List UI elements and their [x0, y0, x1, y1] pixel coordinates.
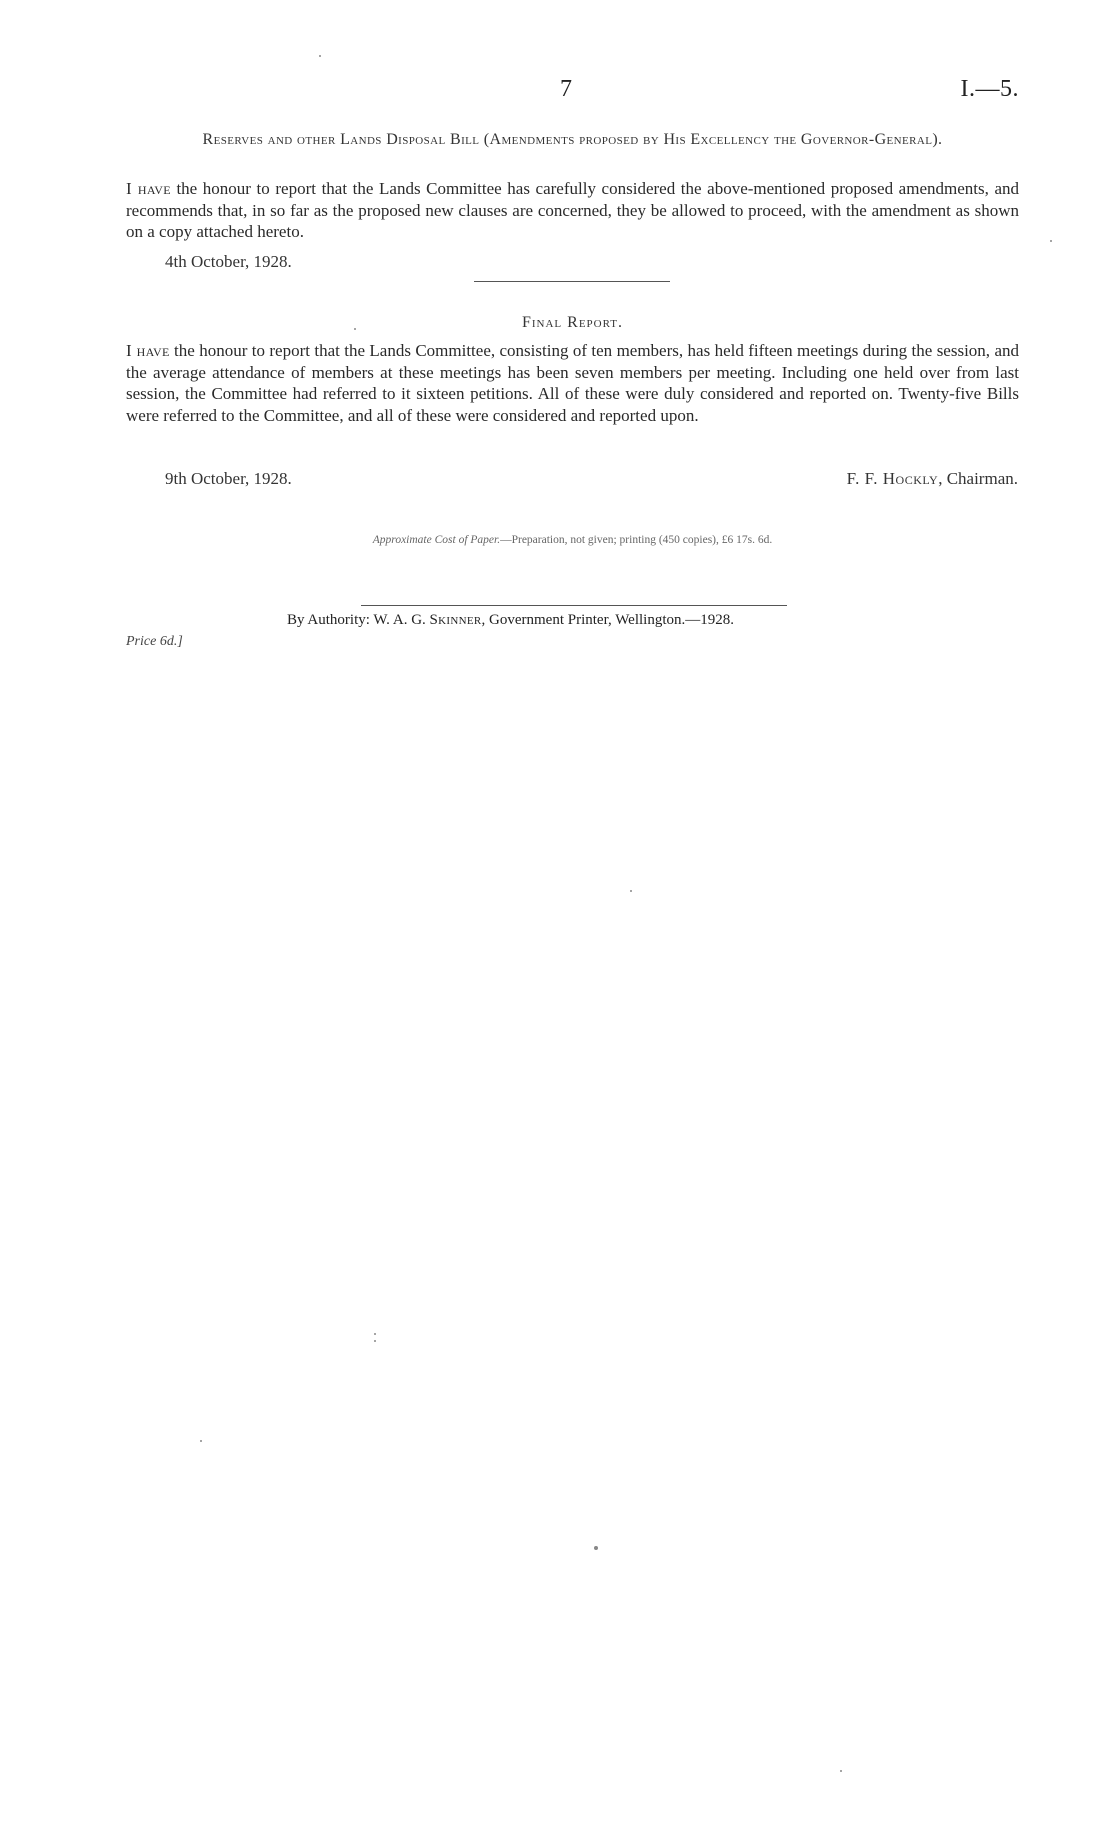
- page-number: 7: [560, 76, 572, 102]
- imprint-prefix: By Authority: W. A. G.: [287, 612, 430, 628]
- bill-report-date: 4th October, 1928.: [165, 252, 292, 271]
- imprint-name: Skinner: [429, 612, 482, 628]
- scan-speck: [374, 1333, 376, 1335]
- scan-speck: [200, 1440, 202, 1442]
- imprint-divider: [361, 605, 787, 606]
- scan-speck: [374, 1340, 376, 1342]
- signature-block: [847, 469, 1018, 489]
- cost-text: —Preparation, not given; printing (450 copies), £6 17s. 6d.: [500, 534, 773, 546]
- document-reference: I.—5.: [960, 76, 1019, 102]
- printer-imprint: [287, 612, 734, 629]
- scan-speck: [354, 328, 356, 330]
- signatory-role: , Chairman.: [938, 469, 1018, 488]
- signatory-name: F. F. Hockly: [846, 469, 939, 488]
- paragraph-body: the honour to report that the Lands Committee, consisting of ten members, has held fifteen meetings during the session, and the average attendance of members at these meetings has been seven members per meeting. Including one held over from last session, the Committee had referred to it sixteen petitions. All of these were duly considered and reported on. Twenty-five Bills were referred to the Committee, and all of these were considered and reported upon.: [126, 341, 1019, 425]
- price-note: Price 6d.]: [126, 634, 183, 649]
- final-report-paragraph: [126, 340, 1019, 426]
- scan-speck: [840, 1770, 842, 1772]
- scan-speck: [594, 1546, 598, 1550]
- bill-title: Reserves and other Lands Disposal Bill (Amendments proposed by His Excellency the Governor-General).: [202, 131, 943, 148]
- scan-speck: [630, 890, 632, 892]
- cost-note: [126, 534, 1019, 546]
- scan-speck: [319, 55, 321, 57]
- scan-speck: [1050, 240, 1052, 242]
- section-divider: [474, 281, 670, 282]
- final-report-date: 9th October, 1928.: [165, 469, 292, 488]
- imprint-suffix: , Government Printer, Wellington.—1928.: [481, 612, 734, 628]
- paragraph-body: the honour to report that the Lands Committee has carefully considered the above-mentioned proposed amendments, and recommends that, in so far as the proposed new clauses are concerned, they be allowed to proceed, with the amendment as shown on a copy attached hereto.: [126, 179, 1019, 241]
- paragraph-lead: I have: [126, 341, 170, 360]
- cost-label: Approximate Cost of Paper.: [372, 534, 501, 546]
- paragraph-lead: I have: [126, 179, 171, 198]
- final-report-title: Final Report.: [521, 314, 624, 331]
- bill-report-paragraph: [126, 178, 1019, 243]
